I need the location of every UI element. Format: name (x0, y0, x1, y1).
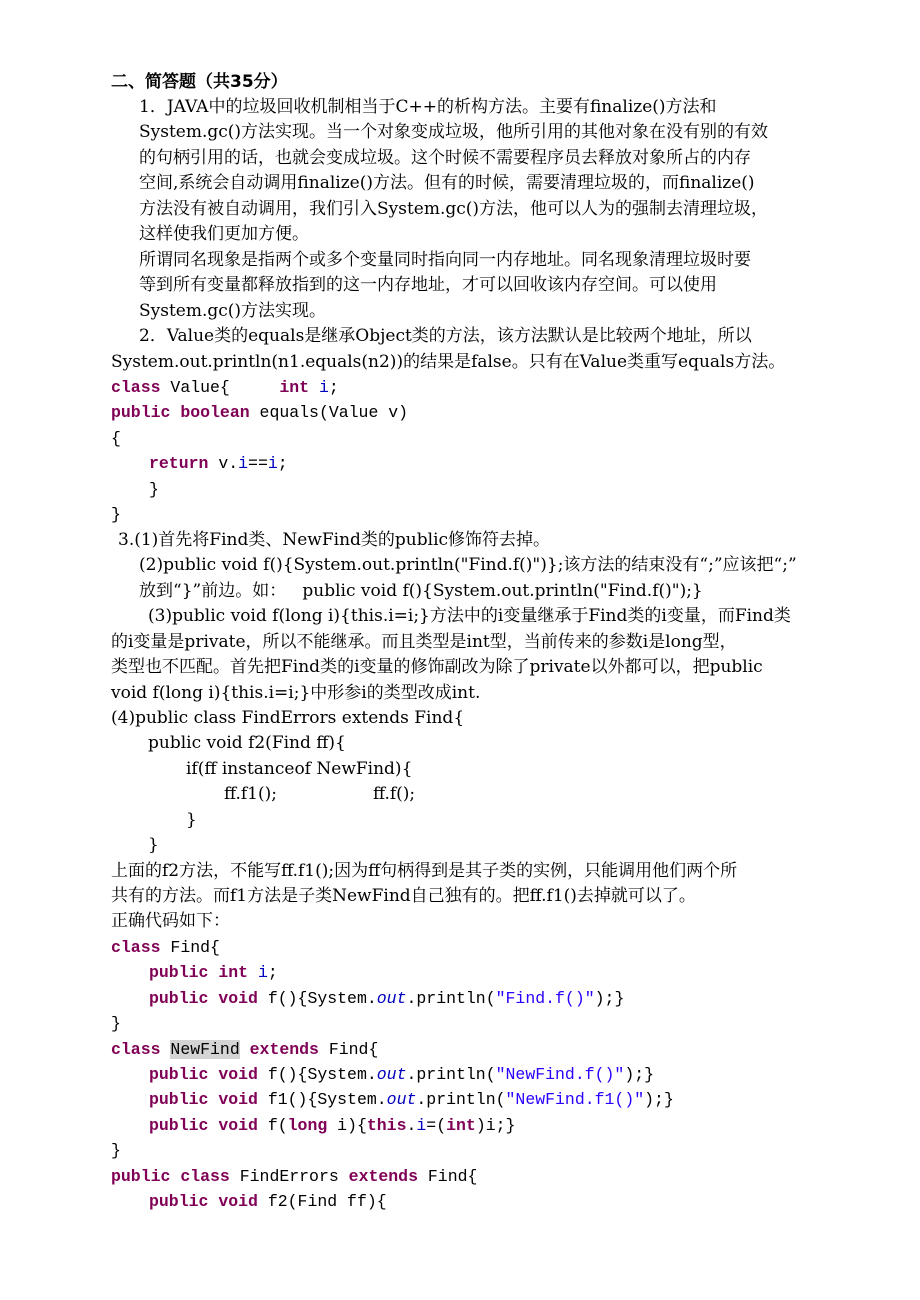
answer3-line: 正确代码如下： (111, 911, 230, 931)
answer3-line: 共有的方法。而f1方法是子类NewFind自己独有的。把ff.f1()去掉就可以了。 (111, 886, 696, 906)
code-keyword: public (149, 989, 209, 1008)
code-line: } (111, 1014, 121, 1033)
code-text: Find{ (160, 938, 220, 957)
code-text: f2(Find ff){ (257, 1192, 387, 1211)
code-keyword: int (279, 378, 310, 397)
code-keyword: class (111, 1040, 161, 1059)
code-line (111, 1037, 378, 1062)
answer3-line: ff.f1(); (224, 784, 277, 804)
answer2-line: System.out.println(n1.equals(n2))的结果是false。只有在Value类重写equals方法。 (111, 352, 786, 372)
code-keyword: public (149, 1065, 209, 1084)
code-text: Value{ (160, 378, 280, 397)
code-text: f( (257, 1116, 288, 1135)
code-string: "NewFind.f()" (495, 1065, 625, 1084)
code-keyword: void (218, 1192, 258, 1211)
code-keyword: public (149, 1116, 209, 1135)
answer3-line: (2)public void f(){System.out.println("Find.f()")};该方法的结束没有“;”应该把“;” (139, 555, 797, 575)
code-line (111, 1164, 477, 1189)
code-keyword: void (218, 1090, 258, 1109)
code-text: );} (624, 1065, 655, 1084)
answer3-line: 的i变量是private，所以不能继承。而且类型是int型，当前传来的参数i是long型， (111, 632, 737, 652)
code-keyword: public (111, 403, 171, 422)
answer3-line: void f(long i){this.i=i;}中形参i的类型改成int. (111, 683, 481, 703)
code-line (149, 451, 288, 476)
code-keyword: class (111, 938, 161, 957)
code-field: i (416, 1116, 427, 1135)
code-field: i (257, 963, 268, 982)
code-line (149, 1062, 654, 1087)
code-field: out (386, 1090, 417, 1109)
code-line: public void f(long i){this.i=(int)i;} (149, 1116, 516, 1135)
code-field: i (267, 454, 278, 473)
code-keyword: extends (348, 1167, 418, 1186)
answer1-line: 1．JAVA中的垃圾回收机制相当于C++的析构方法。主要有finalize()方法和 (139, 97, 717, 117)
answer1-line: 空间,系统会自动调用finalize()方法。但有的时候，需要清理垃圾的，而finalize() (139, 173, 755, 193)
code-text: FindErrors (229, 1167, 349, 1186)
code-highlight: NewFind (170, 1040, 240, 1059)
code-text: equals(Value v) (249, 403, 409, 422)
answer3-line: (4)public class FindErrors extends Find{ (111, 708, 465, 728)
code-line: } (111, 505, 121, 524)
code-text: ; (328, 378, 339, 397)
answer3-line: 3.(1)首先将Find类、NewFind类的public修饰符去掉。 (118, 530, 551, 550)
code-field: out (376, 989, 407, 1008)
code-text: ; (277, 454, 288, 473)
code-line (111, 935, 220, 960)
code-keyword: public (149, 963, 209, 982)
code-field: out (376, 1065, 407, 1084)
code-keyword: public (111, 1167, 171, 1186)
answer1-line: System.gc()方法实现。 (139, 301, 327, 321)
code-keyword: void (218, 1116, 258, 1135)
code-keyword: class (180, 1167, 230, 1186)
answer3-line: } (148, 835, 159, 855)
code-text: );} (644, 1090, 674, 1109)
code-field: i (318, 378, 329, 397)
code-text: .println( (416, 1090, 506, 1109)
code-text: ; (267, 963, 278, 982)
answer3-line: 放到“}”前边。如： public void f(){System.out.println("Find.f()");} (139, 581, 703, 601)
code-keyword: void (218, 989, 258, 1008)
answer3-line: ff.f(); (373, 784, 416, 804)
code-keyword: extends (249, 1040, 319, 1059)
code-keyword: public (149, 1090, 209, 1109)
code-line: } (111, 1141, 121, 1160)
code-line (149, 960, 278, 985)
code-text: f(){System. (257, 1065, 377, 1084)
answer3-line: } (186, 810, 197, 830)
answer1-line: System.gc()方法实现。当一个对象变成垃圾，他所引用的其他对象在没有别的有效 (139, 122, 769, 142)
code-line: } (149, 480, 159, 499)
code-text: f1(){System. (257, 1090, 387, 1109)
code-text: v. (208, 454, 239, 473)
code-string: "Find.f()" (495, 989, 595, 1008)
answer3-line: (3)public void f(long i){this.i=i;}方法中的i变量继承于Find类的i变量，而Find类 (148, 606, 791, 626)
code-text: == (248, 454, 268, 473)
code-text: )i;} (475, 1116, 516, 1135)
code-keyword: boolean (180, 403, 250, 422)
code-line (149, 1189, 387, 1214)
code-line: { (111, 429, 121, 448)
code-field: i (238, 454, 249, 473)
code-text: =( (426, 1116, 447, 1135)
code-text: f(){System. (257, 989, 377, 1008)
code-text: Find{ (417, 1167, 478, 1186)
answer1-line: 等到所有变量都释放指到的这一内存地址，才可以回收该内存空间。可以使用 (139, 275, 717, 295)
code-text: .println( (406, 1065, 496, 1084)
code-line (149, 986, 624, 1011)
answer1-line: 方法没有被自动调用，我们引入System.gc()方法，他可以人为的强制去清理垃圾， (139, 199, 769, 219)
code-keyword: int (218, 963, 249, 982)
code-line (111, 400, 408, 425)
code-text: );} (594, 989, 625, 1008)
code-line (111, 375, 339, 400)
code-keyword: public (149, 1192, 209, 1211)
answer1-line: 这样使我们更加方便。 (139, 224, 309, 244)
code-keyword: int (446, 1116, 476, 1135)
code-line (149, 1087, 674, 1112)
answer3-line: 上面的f2方法，不能写ff.f1();因为ff句柄得到是其子类的实例，只能调用他们两个所 (111, 861, 738, 881)
code-text: i){ (327, 1116, 367, 1135)
code-keyword: void (218, 1065, 258, 1084)
answer1-line: 所谓同名现象是指两个或多个变量同时指向同一内存地址。同名现象清理垃圾时要 (139, 250, 751, 270)
code-keyword: long (287, 1116, 328, 1135)
code-text: .println( (406, 989, 496, 1008)
code-keyword: this (366, 1116, 407, 1135)
answer3-line: public void f2(Find ff){ (148, 733, 346, 753)
code-string: "NewFind.f1()" (505, 1090, 645, 1109)
answer3-line: if(ff instanceof NewFind){ (186, 759, 413, 779)
answer2-line: 2．Value类的equals是继承Object类的方法，该方法默认是比较两个地址，所以 (139, 326, 752, 346)
answer3-line: 类型也不匹配。首先把Find类的i变量的修饰副改为除了private以外都可以，把public (111, 657, 763, 677)
code-text: Find{ (318, 1040, 379, 1059)
code-keyword: return (149, 454, 209, 473)
section-heading: 二、简答题（共35分） (111, 72, 288, 92)
answer1-line: 的句柄引用的话，也就会变成垃圾。这个时候不需要程序员去释放对象所占的内存 (139, 148, 751, 168)
code-keyword: class (111, 378, 161, 397)
